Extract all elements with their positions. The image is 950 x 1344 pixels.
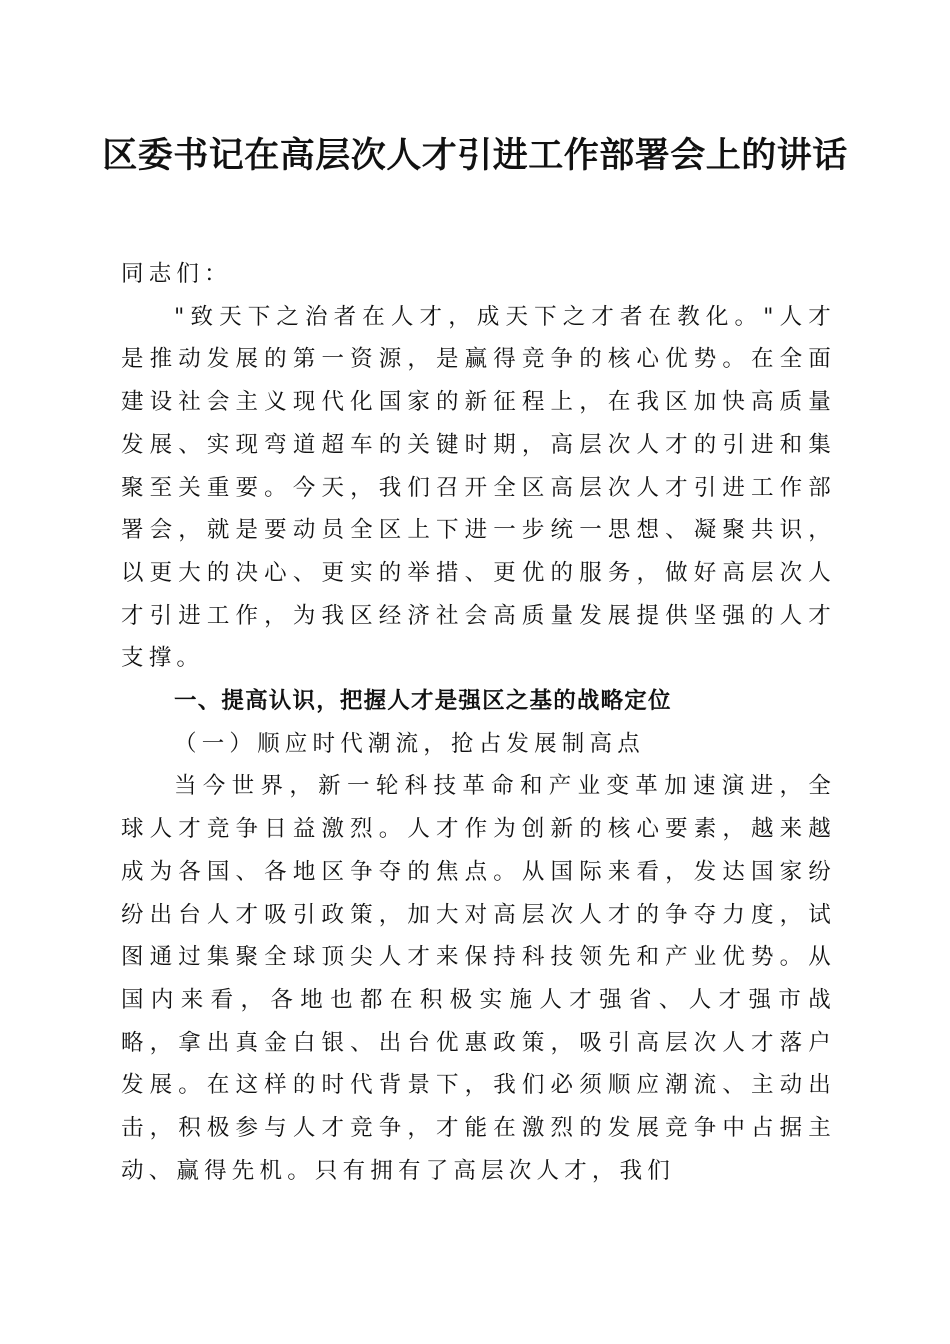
document-body	[121, 253, 836, 1192]
section-heading-1: 一、提高认识，把握人才是强区之基的战略定位	[174, 688, 672, 715]
subsection-paragraph-1: 当今世界，新一轮科技革命和产业变革加速演进，全球人才竞争日益激烈。人才作为创新的核心要素，越来越成为各国、各地区争夺的焦点。从国际来看，发达国家纷纷出台人才吸引政策，加大对高层次人才的争夺力度，试图通过集聚全球顶尖人才来保持科技领先和产业优势。从国内来看，各地也都在积极实施人才强省、人才强市战略，拿出真金白银、出台优惠政策，吸引高层次人才落户发展。在这样的时代背景下，我们必须顺应潮流、主动出击，积极参与人才竞争，才能在激烈的发展竞争中占据主动、赢得先机。只有拥有了高层次人才，我们	[121, 773, 836, 1184]
document-title: 区委书记在高层次人才引进工作部署会上的讲话	[102, 135, 848, 176]
salutation: 同志们：	[121, 261, 232, 287]
subsection-heading-1: （一）顺应时代潮流，抢占发展制高点	[174, 730, 645, 757]
intro-paragraph: "致天下之治者在人才，成天下之才者在教化。"人才是推动发展的第一资源，是赢得竞争的核心优势。在全面建设社会主义现代化国家的新征程上，在我区加快高质量发展、实现弯道超车的关键时期，高层次人才的引进和集聚至关重要。今天，我们召开全区高层次人才引进工作部署会，就是要动员全区上下进一步统一思想、凝聚共识，以更大的决心、更实的举措、更优的服务，做好高层次人才引进工作，为我区经济社会高质量发展提供坚强的人才支撑。	[121, 303, 836, 672]
